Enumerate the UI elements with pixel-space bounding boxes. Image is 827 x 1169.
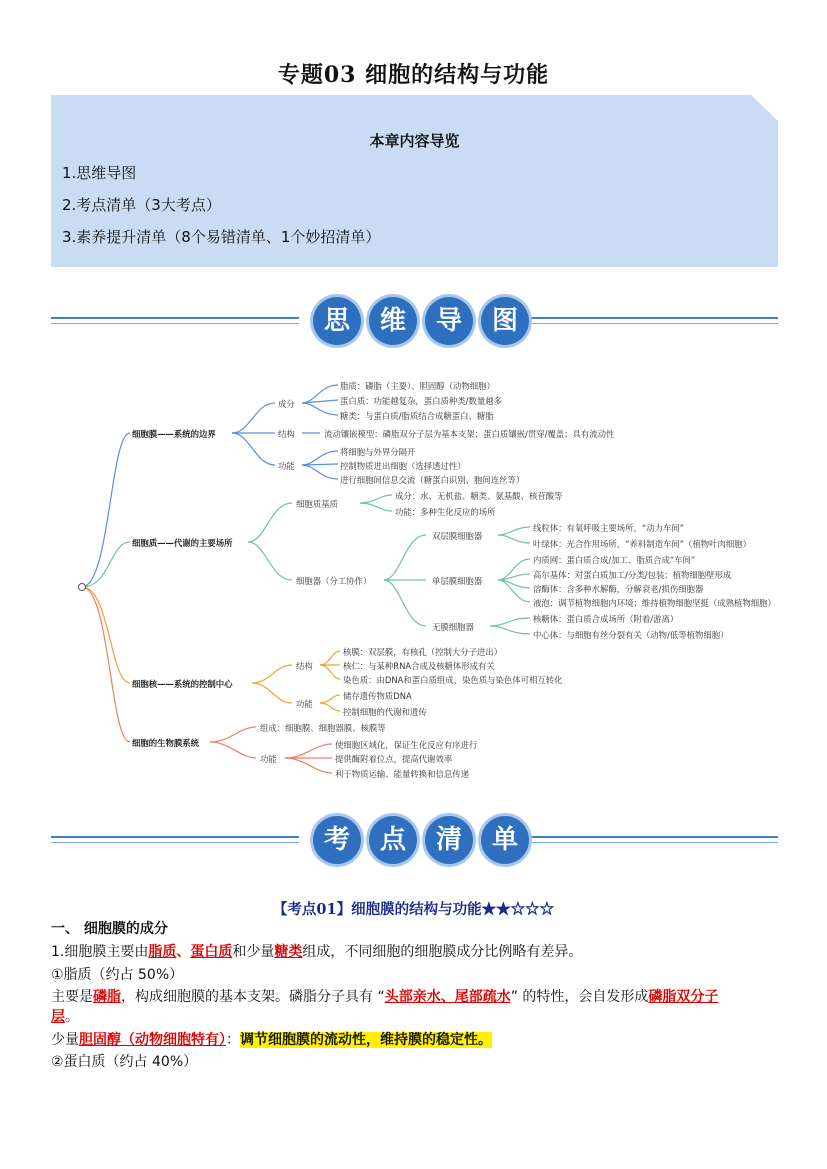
mindmap-leaf: 中心体：与细胞有丝分裂有关（动物/低等植物细胞） [533,630,729,640]
banner-char: 图 [481,297,529,345]
content-guide-item: 3.素养提升清单（8个易错清单、1个妙招清单） [62,228,381,246]
text: ： [226,1032,240,1048]
banner-char: 点 [369,816,417,864]
paragraph [51,1006,79,1026]
mindmap-leaf: 液泡：调节植物细胞内环境；维持植物细胞坚挺（成熟植物细胞） [533,598,776,608]
mindmap-node: 单层膜细胞器 [432,576,483,586]
mindmap-leaf: 糖类：与蛋白质/脂质结合成糖蛋白、糖脂 [340,411,494,421]
text: 。 [65,1009,79,1025]
mindmap-node: 无膜细胞器 [432,622,474,632]
paragraph [51,941,582,961]
mindmap-leaf: 使细胞区域化，保证生化反应有序进行 [335,740,478,750]
mindmap-leaf: 将细胞与外界分隔开 [340,447,416,457]
mindmap-node: 成分 [278,399,295,409]
content-guide-heading: 本章内容导览 [369,132,460,150]
paragraph: ②蛋白质（约占 40%） [51,1054,198,1070]
mindmap-node: 细胞质基质 [296,499,338,509]
mindmap-leaf: 溶酶体：含多种水解酶，分解衰老/损伤细胞器 [533,584,704,594]
mindmap-leaf: 成分：水、无机盐、糖类、氨基酸、核苷酸等 [395,491,563,501]
mindmap-leaf: 控制细胞的代谢和遗传 [343,707,427,717]
mindmap-leaf: 染色质：由DNA和蛋白质组成，染色质与染色体可相互转化 [343,675,563,685]
text: 、 [176,944,191,960]
text: 1.细胞膜主要由 [51,944,149,960]
keyword: 糖类 [274,944,303,960]
kaodian-heading [0,898,827,919]
mindmap-node: 结构 [296,661,313,671]
content-guide-item: 2.考点清单（3大考点） [62,196,221,214]
mindmap-leaf: 控制物质进出细胞（选择透过性） [340,461,466,471]
mindmap-node: 细胞器（分工协作） [296,576,372,586]
mindmap-leaf: 组成：细胞膜、细胞器膜、核膜等 [260,723,386,733]
kaodian-banner [51,816,778,866]
banner-char: 思 [313,297,361,345]
document-title: 专题03 细胞的结构与功能 [277,62,550,88]
mindmap-leaf: 线粒体：有氧呼吸主要场所，“动力车间” [533,523,685,533]
text: 组成，不同细胞的细胞膜成分比例略有差异。 [302,944,583,960]
keyword: 胆固醇（动物细胞特有） [79,1032,226,1048]
banner-char: 维 [369,297,417,345]
text: 主要是 [51,989,93,1005]
paragraph [51,986,718,1006]
text: 和少量 [232,944,275,960]
mindmap-leaf: 利于物质运输、能量转换和信息传递 [335,769,469,779]
mindmap-branch: 细胞质——代谢的主要场所 [132,538,233,548]
text: ，构成细胞膜的基本支架。磷脂分子具有 “ [121,989,385,1005]
mindmap-leaf: 核糖体：蛋白质合成场所（附着/游离） [533,614,679,624]
banner-char: 清 [425,816,473,864]
mindmap-leaf: 储存遗传物质DNA [343,691,412,701]
highlight: 调节细胞膜的流动性，维持膜的稳定性。 [240,1032,492,1048]
section-heading: 一、 细胞膜的成分 [51,921,168,937]
mindmap-node: 结构 [278,429,295,439]
mindmap-node: 功能 [296,699,313,709]
text: ” 的特性，会自发形成 [510,989,649,1005]
text: 少量 [51,1032,79,1048]
keyword: 脂质 [148,944,177,960]
mindmap-leaf: 蛋白质：功能越复杂，蛋白质种类/数量越多 [340,396,502,406]
mindmap-leaf: 核仁：与某种RNA合成及核糖体形成有关 [343,661,495,671]
mindmap-leaf: 叶绿体：光合作用场所，“养料制造车间”（植物叶肉细胞） [533,539,752,549]
mindmap-node: 双层膜细胞器 [432,531,483,541]
mindmap-banner [51,297,778,347]
keyword: 层 [51,1009,65,1025]
mindmap-leaf: 内质网：蛋白质合成/加工、脂质合成“车间” [533,555,696,565]
kaodian-title: 【考点01】细胞膜的结构与功能 [272,901,482,918]
mindmap-branch: 细胞膜——系统的边界 [132,429,216,439]
mindmap-branch: 细胞核——系统的控制中心 [132,679,233,689]
mindmap-leaf: 高尔基体：对蛋白质加工/分类/包装；植物细胞壁形成 [533,570,732,580]
keyword: 磷脂双分子 [648,989,719,1005]
mindmap-leaf: 功能：多种生化反应的场所 [395,507,496,517]
mindmap-leaf: 进行细胞间信息交流（糖蛋白识别、胞间连丝等） [340,475,525,485]
mindmap-leaf: 提供酶附着位点，提高代谢效率 [335,754,453,764]
mindmap-leaf: 核膜：双层膜，有核孔（控制大分子进出） [343,647,503,657]
keyword: 头部亲水、尾部疏水 [384,989,511,1005]
banner-char: 考 [313,816,361,864]
banner-char: 导 [425,297,473,345]
content-guide-item: 1.思维导图 [62,164,137,182]
banner-char: 单 [481,816,529,864]
mindmap-branch: 细胞的生物膜系统 [132,738,199,748]
mindmap-leaf: 脂质：磷脂（主要）、胆固醇（动物细胞） [340,381,495,391]
keyword: 磷脂 [93,989,121,1005]
mindmap-leaf: 流动镶嵌模型：磷脂双分子层为基本支架；蛋白质镶嵌/贯穿/覆盖；具有流动性 [324,429,615,439]
difficulty-stars: ★★☆☆☆ [481,901,555,918]
paragraph [51,1029,492,1049]
keyword: 蛋白质 [190,944,233,960]
paragraph: ①脂质（约占 50%） [51,967,184,983]
mindmap-node: 功能 [278,461,295,471]
mindmap-node: 功能 [260,754,277,764]
